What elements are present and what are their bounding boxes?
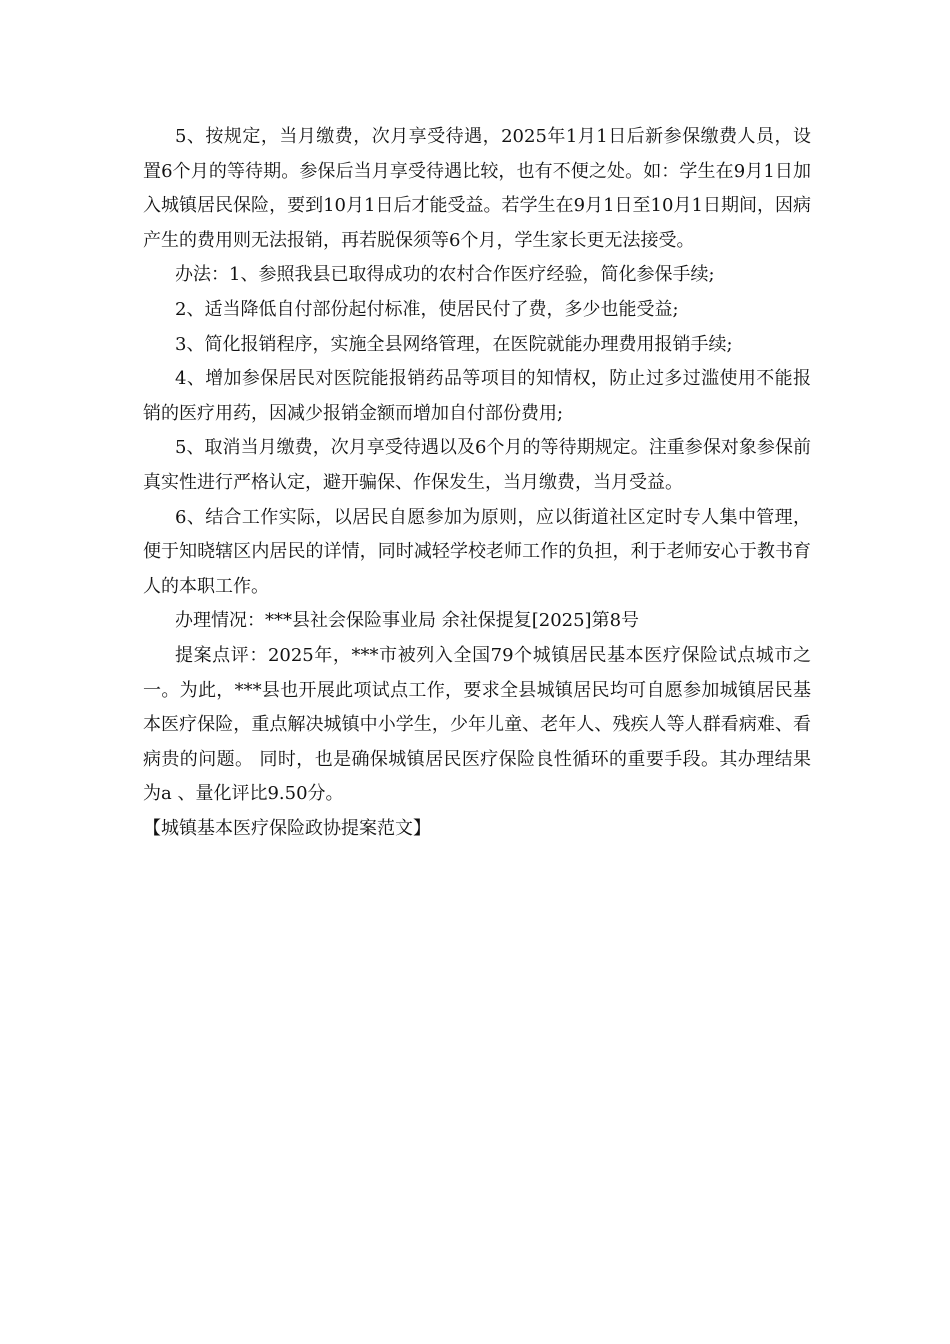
- paragraph-method-1: 办法：1、参照我县已取得成功的农村合作医疗经验，简化参保手续;: [175, 264, 715, 286]
- paragraph-method-4: 4、增加参保居民对医院能报销药品等项目的知情权，防止过多过滥使用不能报销的医疗用药，因减少报销金额而增加自付部份费用;: [143, 368, 811, 424]
- paragraph-method-5: 5、取消当月缴费，次月享受待遇以及6个月的等待期规定。注重参保对象参保前真实性进行严格认定，避开骗保、作保发生，当月缴费，当月受益。: [143, 437, 811, 493]
- paragraph-proposal-review: 提案点评：2025年，***市被列入全国79个城镇居民基本医疗保险试点城市之一。为此，***县也开展此项试点工作，要求全县城镇居民均可自愿参加城镇居民基本医疗保险，重点解决城镇中小学生，少年儿童、老年人、残疾人等人群看病难、看病贵的问题。 同时，也是确保城镇居民医疗保险良性循环的重要手段。其办理结果为a 、量化评比9.50分。: [143, 644, 811, 805]
- paragraph-rule-5: 5、按规定，当月缴费，次月享受待遇，2025年1月1日后新参保缴费人员，设置6个月的等待期。参保后当月享受待遇比较，也有不便之处。如：学生在9月1日加入城镇居民保险，要到10月1日后才能受益。若学生在9月1日至10月1日期间，因病产生的费用则无法报销，再若脱保须等6个月，学生家长更无法接受。: [143, 126, 811, 251]
- document-body: [143, 120, 811, 846]
- paragraph-method-6: 6、结合工作实际，以居民自愿参加为原则，应以街道社区定时专人集中管理，便于知晓辖区内居民的详情，同时减轻学校老师工作的负担，利于老师安心于教书育人的本职工作。: [143, 506, 811, 597]
- document-footer-title: 【城镇基本医疗保险政协提案范文】: [143, 817, 431, 839]
- paragraph-handling-status: 办理情况：***县社会保险事业局 余社保提复[2025]第8号: [175, 610, 640, 632]
- paragraph-method-2: 2、适当降低自付部份起付标准，使居民付了费，多少也能受益;: [175, 298, 679, 320]
- paragraph-method-3: 3、简化报销程序，实施全县网络管理，在医院就能办理费用报销手续;: [175, 333, 733, 355]
